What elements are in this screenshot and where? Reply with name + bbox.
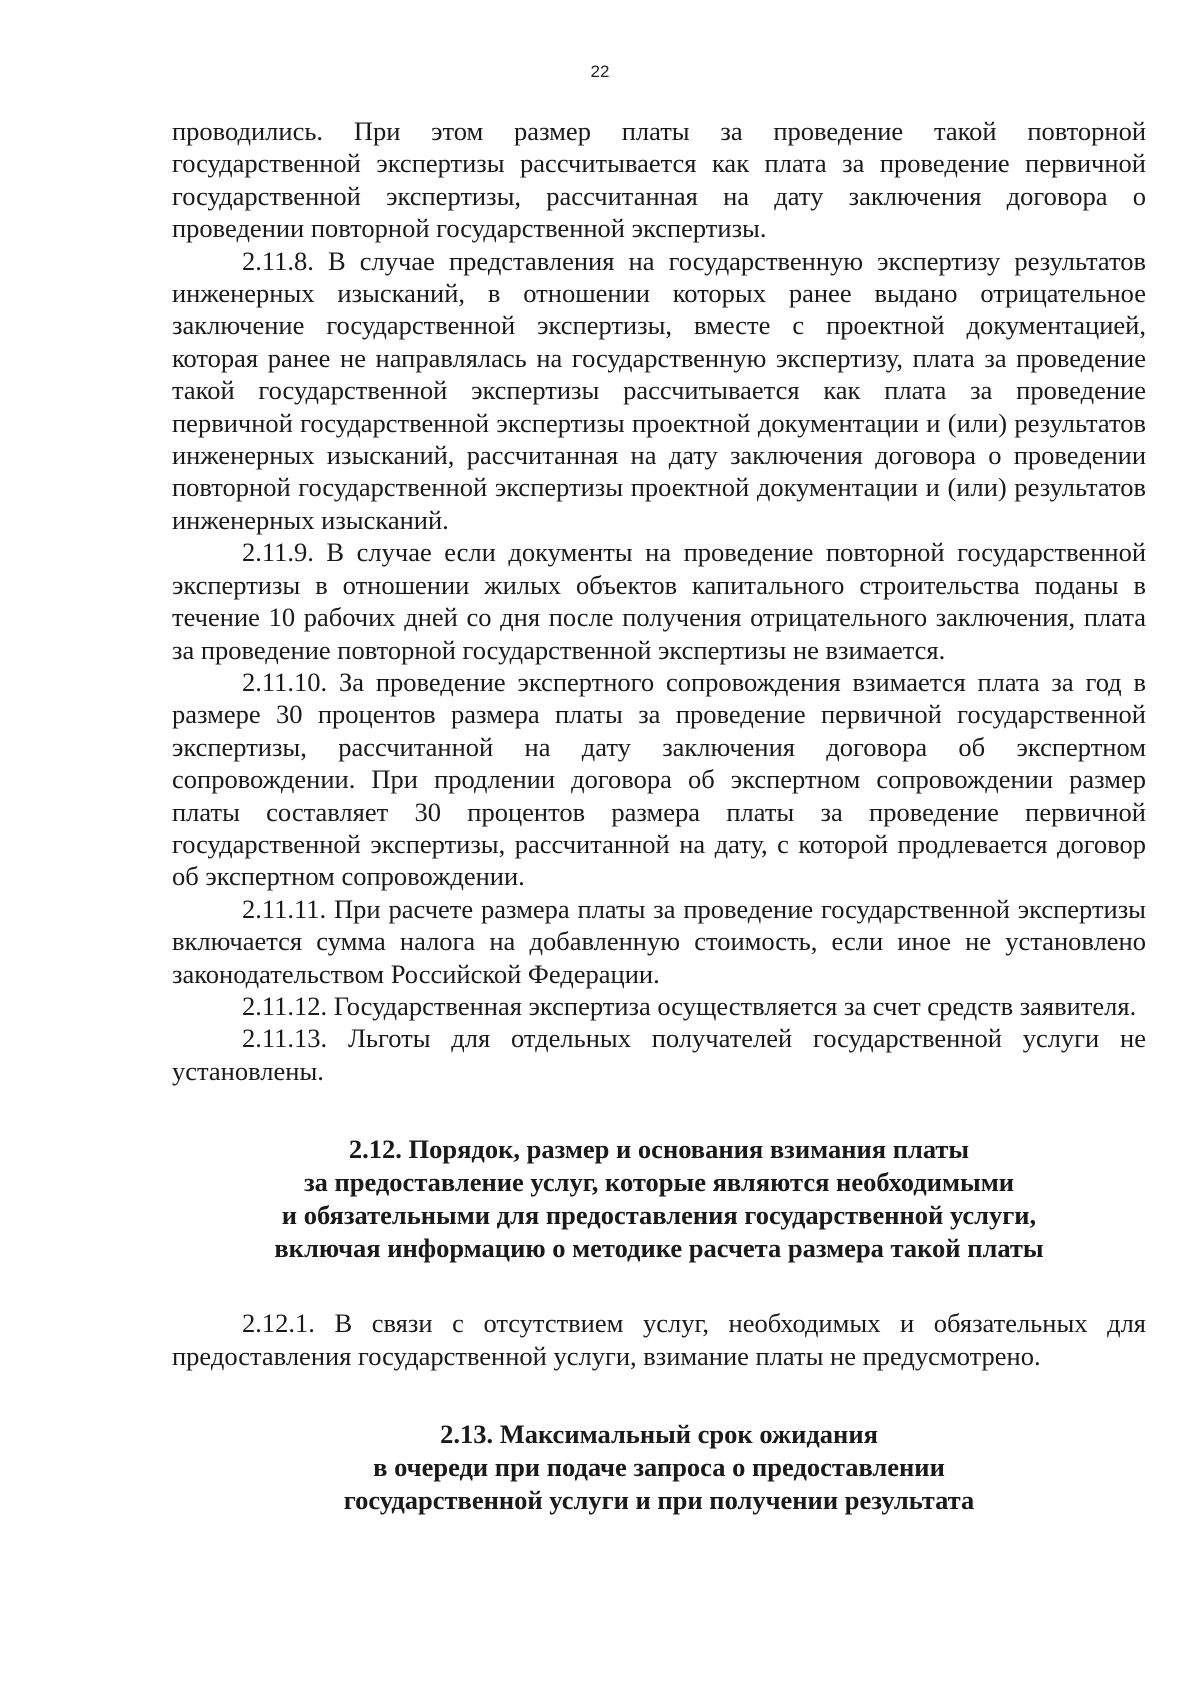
paragraph-2-11-9: 2.11.9. В случае если документы на проведение повторной государственной экспертизы в отношении жилых объектов капитального строительства поданы в течение 10 рабочих дней со дня после получения отрицательного заключения, плата за проведение повторной государственной экспертизы не взимается. [172,537,1146,665]
paragraph-2-11-10: 2.11.10. За проведение экспертного сопровождения взимается плата за год в размере 30 процентов размера платы за проведение первичной государственной экспертизы, рассчитанной на дату заключения договора об экспертном сопровождении. При продлении договора об экспертном сопровождении размер платы составляет 30 процентов размера платы за проведение первичной государственной экспертизы, рассчитанной на дату, с которой продлевается договор об экспертном сопровождении. [172,666,1146,892]
heading-line: государственной услуги и при получении результата [343,1485,975,1515]
paragraph-2-11-12: 2.11.12. Государственная экспертиза осуществляется за счет средств заявителя. [242,990,1137,1021]
section-heading-2-12 [172,1133,1146,1265]
heading-line: 2.13. Максимальный срок ожидания [440,1419,878,1449]
paragraph-continuation: проводились. При этом размер платы за проведение такой повторной государственной экспертизы рассчитывается как плата за проведение первичной государственной экспертизы, рассчитанная на дату заключения договора о проведении повторной государственной экспертизы. [172,116,1146,244]
heading-line: в очереди при подаче запроса о предоставлении [373,1452,945,1482]
document-body [172,115,1146,1517]
page-number: 22 [590,62,610,81]
heading-line: и обязательными для предоставления государственной услуги, [281,1200,1037,1231]
heading-line: за предоставление услуг, которые являются необходимыми [303,1167,1015,1198]
heading-line: включая информацию о методике расчета размера такой платы [274,1233,1044,1264]
heading-line: 2.12. Порядок, размер и основания взимания платы [348,1134,970,1165]
paragraph-2-11-8: 2.11.8. В случае представления на государственную экспертизу результатов инженерных изысканий, в отношении которых ранее выдано отрицательное заключение государственной экспертизы, вместе с проектной документацией, которая ранее не направлялась на государственную экспертизу, плата за проведение такой государственной экспертизы рассчитывается как плата за проведение первичной государственной экспертизы проектной документации и (или) результатов инженерных изысканий, рассчитанная на дату заключения договора о проведении повторной государственной экспертизы проектной документации и (или) результатов инженерных изысканий. [172,245,1146,535]
paragraph-2-11-13: 2.11.13. Льготы для отдельных получателей государственной услуги не установлены. [172,1023,1146,1086]
paragraph-2-11-11: 2.11.11. При расчете размера платы за проведение государственной экспертизы включается сумма налога на добавленную стоимость, если иное не установлено законодательством Российской Федерации. [172,893,1146,989]
paragraph-2-12-1: 2.12.1. В связи с отсутствием услуг, необходимых и обязательных для предоставления государственной услуги, взимание платы не предусмотрено. [172,1308,1146,1371]
section-heading-2-13 [172,1418,1146,1517]
